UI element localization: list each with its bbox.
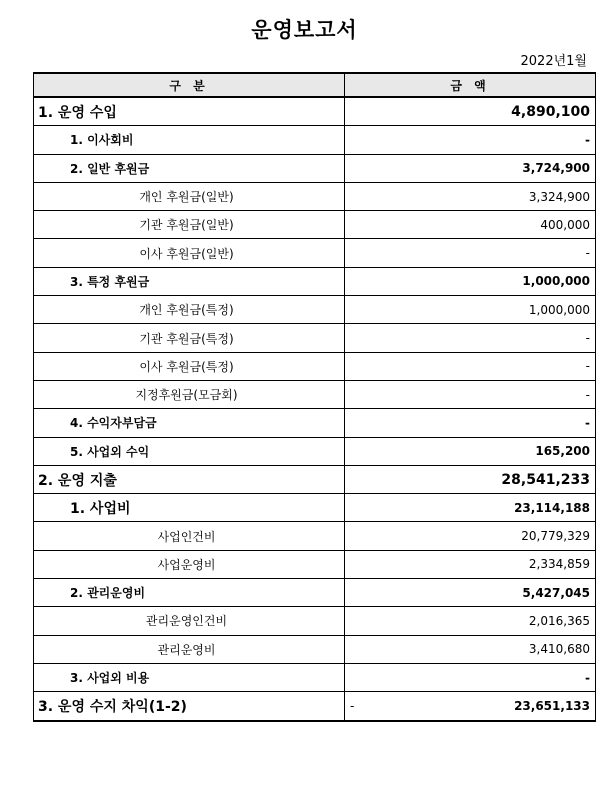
row-amount: 5,427,045	[345, 579, 596, 607]
table-row	[34, 494, 596, 522]
table-row	[34, 267, 596, 295]
table-row	[34, 692, 596, 721]
report-title: 운영보고서	[251, 18, 358, 42]
row-label: 사업인건비	[34, 522, 345, 550]
row-amount: -	[345, 380, 596, 408]
row-label: 5. 사업외 수익	[34, 437, 345, 465]
table-row	[34, 126, 596, 154]
table-row	[34, 182, 596, 210]
row-amount: -	[345, 352, 596, 380]
row-label: 관리운영인건비	[34, 607, 345, 635]
row-label: 1. 이사회비	[34, 126, 345, 154]
row-label: 이사 후원금(일반)	[34, 239, 345, 267]
row-label: 2. 일반 후원금	[34, 154, 345, 182]
operating-report-table	[33, 72, 596, 722]
table-row	[34, 607, 596, 635]
row-amount: 20,779,329	[345, 522, 596, 550]
table-row	[34, 409, 596, 437]
row-label: 기관 후원금(일반)	[34, 211, 345, 239]
row-amount: 23,651,133	[514, 698, 590, 713]
row-label: 기관 후원금(특정)	[34, 324, 345, 352]
row-amount: -	[345, 126, 596, 154]
table-row	[34, 522, 596, 550]
row-amount: 4,890,100	[345, 97, 596, 126]
row-label: 3. 특정 후원금	[34, 267, 345, 295]
row-amount: -	[345, 324, 596, 352]
report-date: 2022년1월	[520, 54, 587, 69]
row-label: 2. 관리운영비	[34, 579, 345, 607]
row-amount: 3,410,680	[345, 635, 596, 663]
table-row	[34, 579, 596, 607]
table-row	[34, 663, 596, 691]
table-row	[34, 352, 596, 380]
row-label: 3. 운영 수지 차익(1-2)	[34, 692, 345, 721]
row-label: 사업운영비	[34, 550, 345, 578]
table-row	[34, 324, 596, 352]
row-label: 2. 운영 지출	[34, 465, 345, 493]
table-row	[34, 296, 596, 324]
row-amount: 400,000	[345, 211, 596, 239]
row-amount: -	[345, 239, 596, 267]
table-row	[34, 211, 596, 239]
row-label: 개인 후원금(특정)	[34, 296, 345, 324]
row-amount: 3,324,900	[345, 182, 596, 210]
amount-prefix: -	[350, 698, 355, 713]
row-amount: 28,541,233	[345, 465, 596, 493]
table-row	[34, 97, 596, 126]
row-amount: 165,200	[345, 437, 596, 465]
row-label: 이사 후원금(특정)	[34, 352, 345, 380]
row-amount: 1,000,000	[345, 267, 596, 295]
table-row	[34, 465, 596, 493]
table-row	[34, 437, 596, 465]
row-amount: 2,334,859	[345, 550, 596, 578]
table-row	[34, 154, 596, 182]
row-amount: 3,724,900	[345, 154, 596, 182]
table-row	[34, 239, 596, 267]
row-amount: 2,016,365	[345, 607, 596, 635]
row-amount: -	[345, 663, 596, 691]
row-label: 3. 사업외 비용	[34, 663, 345, 691]
row-label: 관리운영비	[34, 635, 345, 663]
row-amount: -	[345, 409, 596, 437]
row-label: 지정후원금(모금회)	[34, 380, 345, 408]
row-amount-cell	[345, 692, 596, 721]
row-label: 개인 후원금(일반)	[34, 182, 345, 210]
row-amount: 23,114,188	[345, 494, 596, 522]
row-label: 1. 사업비	[34, 494, 345, 522]
table-row	[34, 635, 596, 663]
row-amount: 1,000,000	[345, 296, 596, 324]
table-header-row	[34, 73, 596, 97]
category-column-header: 구 분	[34, 73, 345, 97]
row-label: 4. 수익자부담금	[34, 409, 345, 437]
row-label: 1. 운영 수입	[34, 97, 345, 126]
table-row	[34, 550, 596, 578]
amount-column-header: 금 액	[345, 73, 596, 97]
table-row	[34, 380, 596, 408]
